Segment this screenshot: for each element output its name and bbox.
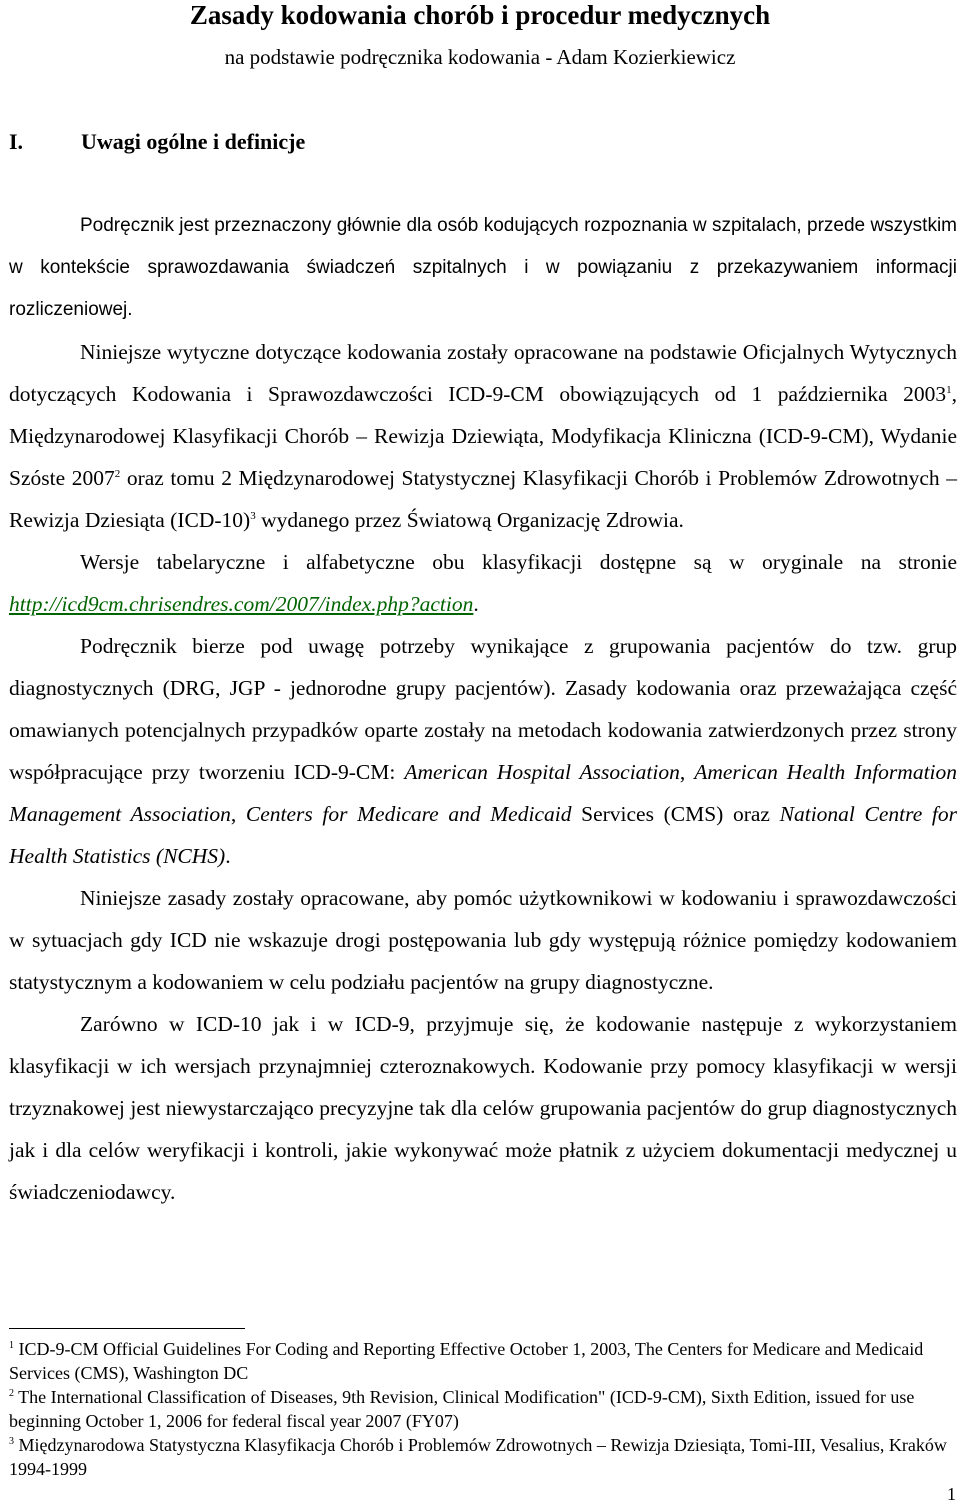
section-number: I. bbox=[9, 129, 24, 154]
paragraph-text: oraz tomu 2 Międzynarodowej Statystycznej Klasyfikacji Chorób i Problemów Zdrowotnych – Rewizja Dziesiąta (ICD-10) bbox=[9, 466, 957, 532]
paragraph-text: . bbox=[225, 844, 231, 868]
icd9cm-link[interactable]: http://icd9cm.chrisendres.com/2007/index.php?action bbox=[9, 592, 474, 616]
footnotes bbox=[9, 1338, 949, 1482]
paragraph-grouping bbox=[9, 625, 957, 877]
page-number: 1 bbox=[947, 1484, 956, 1504]
document-body bbox=[9, 205, 957, 1213]
footnote-text: The International Classification of Diseases, 9th Revision, Clinical Modification" (ICD-9-CM), Sixth Edition, issued for use beginning October 1, 2006 for federal fiscal year 2007 (FY07) bbox=[9, 1387, 915, 1431]
paragraph-purpose: Niniejsze zasady zostały opracowane, aby pomóc użytkownikowi w kodowaniu i sprawozdawczości w sytuacjach gdy ICD nie wskazuje drogi postępowania lub gdy występują różnice pomiędzy kodowaniem statystycznym a kodowaniem w celu podziału pacjentów na grupy diagnostyczne. bbox=[9, 886, 957, 994]
footnote-ref-3: 3 bbox=[250, 509, 256, 522]
section-title: Uwagi ogólne i definicje bbox=[81, 129, 306, 154]
paragraph-text: Wersje tabelaryczne i alfabetyczne obu klasyfikacji dostępne są w oryginale na stronie bbox=[80, 550, 957, 574]
footnote-ref-1: 1 bbox=[946, 383, 952, 396]
paragraph-text: Podręcznik bierze pod uwagę potrzeby wynikające z grupowania pacjentów do tzw. grup diagnostycznych (DRG, JGP - jednorodne grupy pacjentów). Zasady kodowania oraz przeważająca część omawianych potencjalnych przypadków oparte zostały na metodach kodowania zatwierdzonych przez strony współpracujące przy tworzeniu ICD-9-CM: bbox=[9, 634, 957, 784]
paragraph-precision: Zarówno w ICD-10 jak i w ICD-9, przyjmuje się, że kodowanie następuje z wykorzystaniem klasyfikacji w ich wersjach przynajmniej czteroznakowych. Kodowanie przy pomocy klasyfikacji w wersji trzyznakowej jest niewystarczająco precyzyjne tak dla celów grupowania pacjentów do grup diagnostycznych jak i dla celów weryfikacji i kontroli, jakie wykonywać może płatnik z użyciem dokumentacji medycznej u świadczeniodawcy. bbox=[9, 1012, 957, 1204]
org-name: American Hospital Association bbox=[404, 760, 680, 784]
paragraph-intro: Podręcznik jest przeznaczony głównie dla osób kodujących rozpoznania w szpitalach, przede wszystkim w kontekście sprawozdawania świadczeń szpitalnych i w powiązaniu z przekazywaniem informacji rozliczeniowej. bbox=[9, 215, 957, 320]
paragraph-text: wydanego przez Światową Organizację Zdrowia. bbox=[255, 508, 684, 532]
org-name: American Health Information Management Association bbox=[9, 760, 958, 826]
paragraph-text: Services (CMS) oraz bbox=[571, 802, 780, 826]
footnote-number: 2 bbox=[9, 1388, 14, 1399]
paragraph-versions bbox=[9, 541, 957, 625]
footnote-text: ICD-9-CM Official Guidelines For Coding and Reporting Effective October 1, 2003, The Centers for Medicare and Medicaid Services (CMS), Washington DC bbox=[9, 1339, 924, 1383]
paragraph-text: , Międzynarodowej Klasyfikacji Chorób – Rewizja Dziewiąta, Modyfikacja Kliniczna (ICD-9-CM), Wydanie Szóste 2007 bbox=[9, 382, 957, 490]
footnote-3 bbox=[9, 1434, 949, 1481]
section-heading bbox=[9, 127, 305, 157]
separator: , bbox=[230, 802, 246, 826]
footnote-number: 3 bbox=[9, 1436, 14, 1447]
paragraph-text: Niniejsze wytyczne dotyczące kodowania zostały opracowane na podstawie Oficjalnych Wytycznych dotyczących Kodowania i Sprawozdawczości ICD-9-CM obowiązujących od 1 października 2003 bbox=[9, 340, 957, 406]
footnote-text: Międzynarodowa Statystyczna Klasyfikacja Chorób i Problemów Zdrowotnych – Rewizja Dziesiąta, Tomi-III, Vesalius, Kraków 1994-1999 bbox=[9, 1435, 947, 1479]
org-name: National Centre for Health Statistics (NCHS) bbox=[9, 802, 958, 868]
footnote-1 bbox=[9, 1338, 949, 1385]
document-subtitle: na podstawie podręcznika kodowania - Adam Kozierkiewicz bbox=[224, 45, 736, 69]
document-title: Zasady kodowania chorób i procedur medycznych bbox=[189, 0, 771, 30]
paragraph-sources bbox=[9, 331, 957, 541]
separator: , bbox=[679, 760, 695, 784]
org-name: Centers for Medicare and Medicaid bbox=[245, 802, 572, 826]
footnote-2 bbox=[9, 1386, 949, 1433]
footnote-separator bbox=[9, 1328, 245, 1329]
footnote-number: 1 bbox=[9, 1340, 14, 1351]
paragraph-text: . bbox=[473, 592, 479, 616]
footnote-ref-2: 2 bbox=[114, 467, 121, 480]
